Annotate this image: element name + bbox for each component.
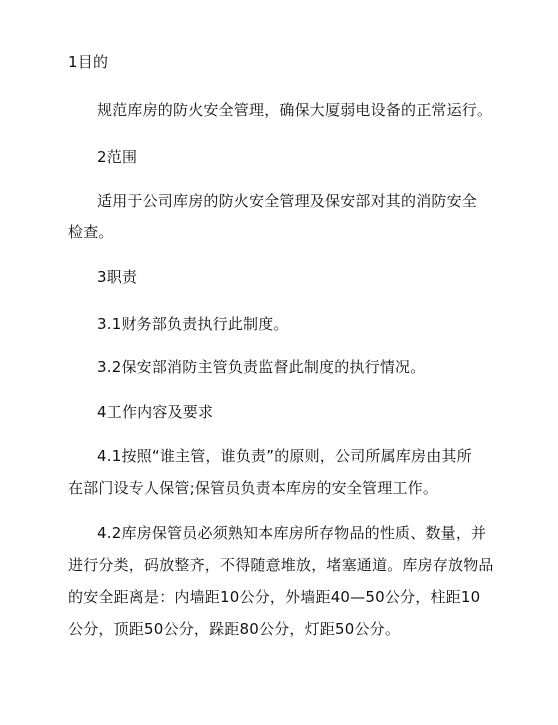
heading-scope: 2范围 xyxy=(97,148,138,166)
item-4-2-line-1: 4.2库房保管员必须熟知本库房所存物品的性质、数量，并 xyxy=(97,524,487,542)
scope-text-line-2: 检查。 xyxy=(68,223,114,241)
heading-purpose: 1目的 xyxy=(68,53,109,71)
item-4-2-line-3: 的安全距离是：内墙距10公分，外墙距40—50公分，柱距10 xyxy=(68,588,481,606)
item-4-2-line-2: 进行分类，码放整齐，不得随意堆放，堵塞通道。库房存放物品 xyxy=(68,556,494,574)
scope-text-line-1: 适用于公司库房的防火安全管理及保安部对其的消防安全 xyxy=(97,192,478,210)
duty-item-3-1: 3.1财务部负责执行此制度。 xyxy=(97,315,289,333)
item-4-1-line-1: 4.1按照“谁主管，谁负责”的原则，公司所属库房由其所 xyxy=(97,447,472,465)
heading-duties: 3职责 xyxy=(97,268,138,286)
item-4-2-line-4: 公分，顶距50公分，跺距80公分，灯距50公分。 xyxy=(68,620,401,638)
duty-item-3-2: 3.2保安部消防主管负责监督此制度的执行情况。 xyxy=(97,358,426,376)
heading-work-content: 4工作内容及要求 xyxy=(97,403,214,421)
item-4-1-line-2: 在部门设专人保管;保管员负责本库房的安全管理工作。 xyxy=(68,479,439,497)
purpose-text: 规范库房的防火安全管理，确保大厦弱电设备的正常运行。 xyxy=(97,101,493,119)
